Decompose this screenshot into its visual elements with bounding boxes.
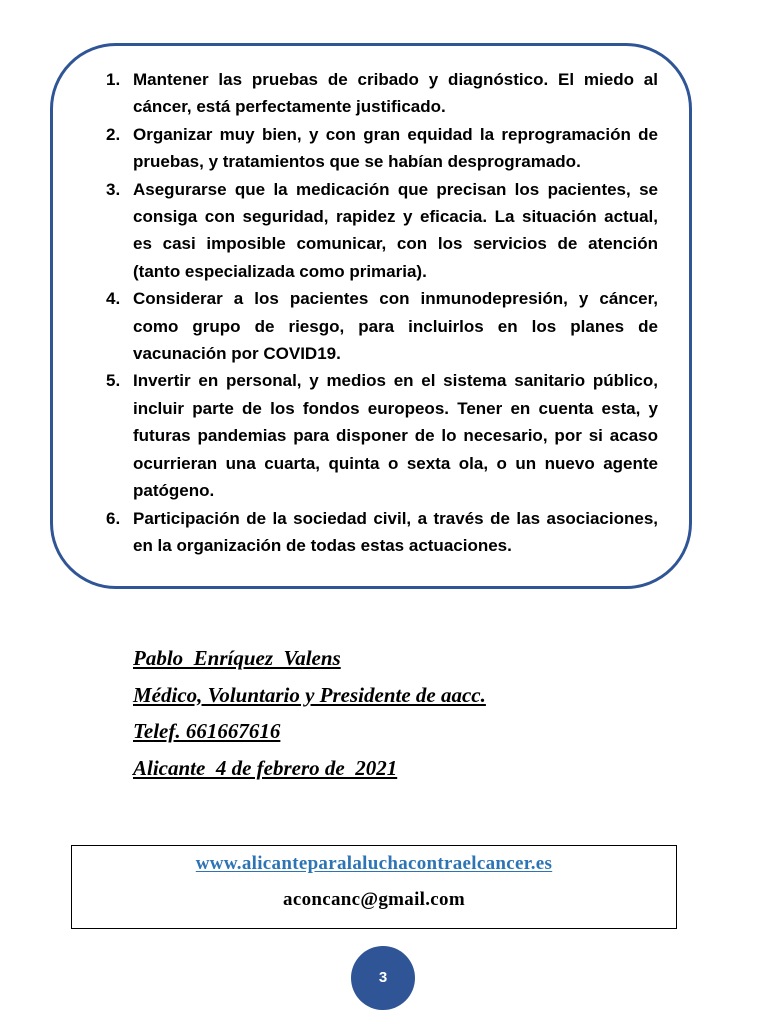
- list-item-text: Invertir en personal, y medios en el sistema sanitario público, incluir parte de los fondos europeos. Tener en cuenta esta, y futuras pandemias para disponer de lo necesario, por si acaso ocurrieran una cuarta, quinta o sexta ola, o un nuevo agente patógeno.: [133, 371, 658, 501]
- list-item-number: 3.: [106, 179, 121, 199]
- list-item-number: 6.: [106, 508, 121, 528]
- list-item-text: Organizar muy bien, y con gran equidad la reprogramación de pruebas, y tratamientos que se habían desprogramado.: [133, 124, 658, 172]
- signature-phone: Telef. 661667616: [133, 719, 281, 743]
- list-item: [106, 505, 658, 560]
- signature-name: Pablo Enríquez Valens: [133, 646, 341, 670]
- list-item: [106, 367, 658, 504]
- list-item-text: Participación de la sociedad civil, a través de las asociaciones, en la organización de todas estas actuaciones.: [133, 508, 658, 555]
- list-item-text: Considerar a los pacientes con inmunodepresión, y cáncer, como grupo de riesgo, para incluirlos en los planes de vacunación por COVID19.: [133, 289, 658, 364]
- website-link[interactable]: www.alicanteparalaluchacontraelcancer.es: [195, 853, 553, 874]
- signature-block: [133, 640, 486, 786]
- list-item: [106, 121, 658, 176]
- contact-box: [71, 845, 677, 929]
- list-item-number: 4.: [106, 289, 121, 309]
- list-item-number: 5.: [106, 371, 121, 391]
- numbered-list: [106, 66, 658, 559]
- signature-role: Médico, Voluntario y Presidente de aacc.: [133, 682, 486, 707]
- list-item-number: 2.: [106, 124, 121, 144]
- list-item-number: 1.: [106, 70, 121, 89]
- list-item: [106, 285, 658, 367]
- list-item-text: Mantener las pruebas de cribado y diagnóstico. El miedo al cáncer, está perfectamente justificado.: [133, 70, 658, 117]
- list-item-text: Asegurarse que la medicación que precisan los pacientes, se consiga con seguridad, rapidez y eficacia. La situación actual, es casi imposible comunicar, con los servicios de atención (tanto especializada como primaria).: [133, 179, 658, 281]
- email-address: aconcanc@gmail.com: [283, 889, 465, 910]
- list-item: [106, 176, 658, 286]
- list-item: [106, 66, 658, 121]
- signature-place-date: Alicante 4 de febrero de 2021: [133, 755, 398, 780]
- page-number-badge: 3: [351, 946, 415, 1010]
